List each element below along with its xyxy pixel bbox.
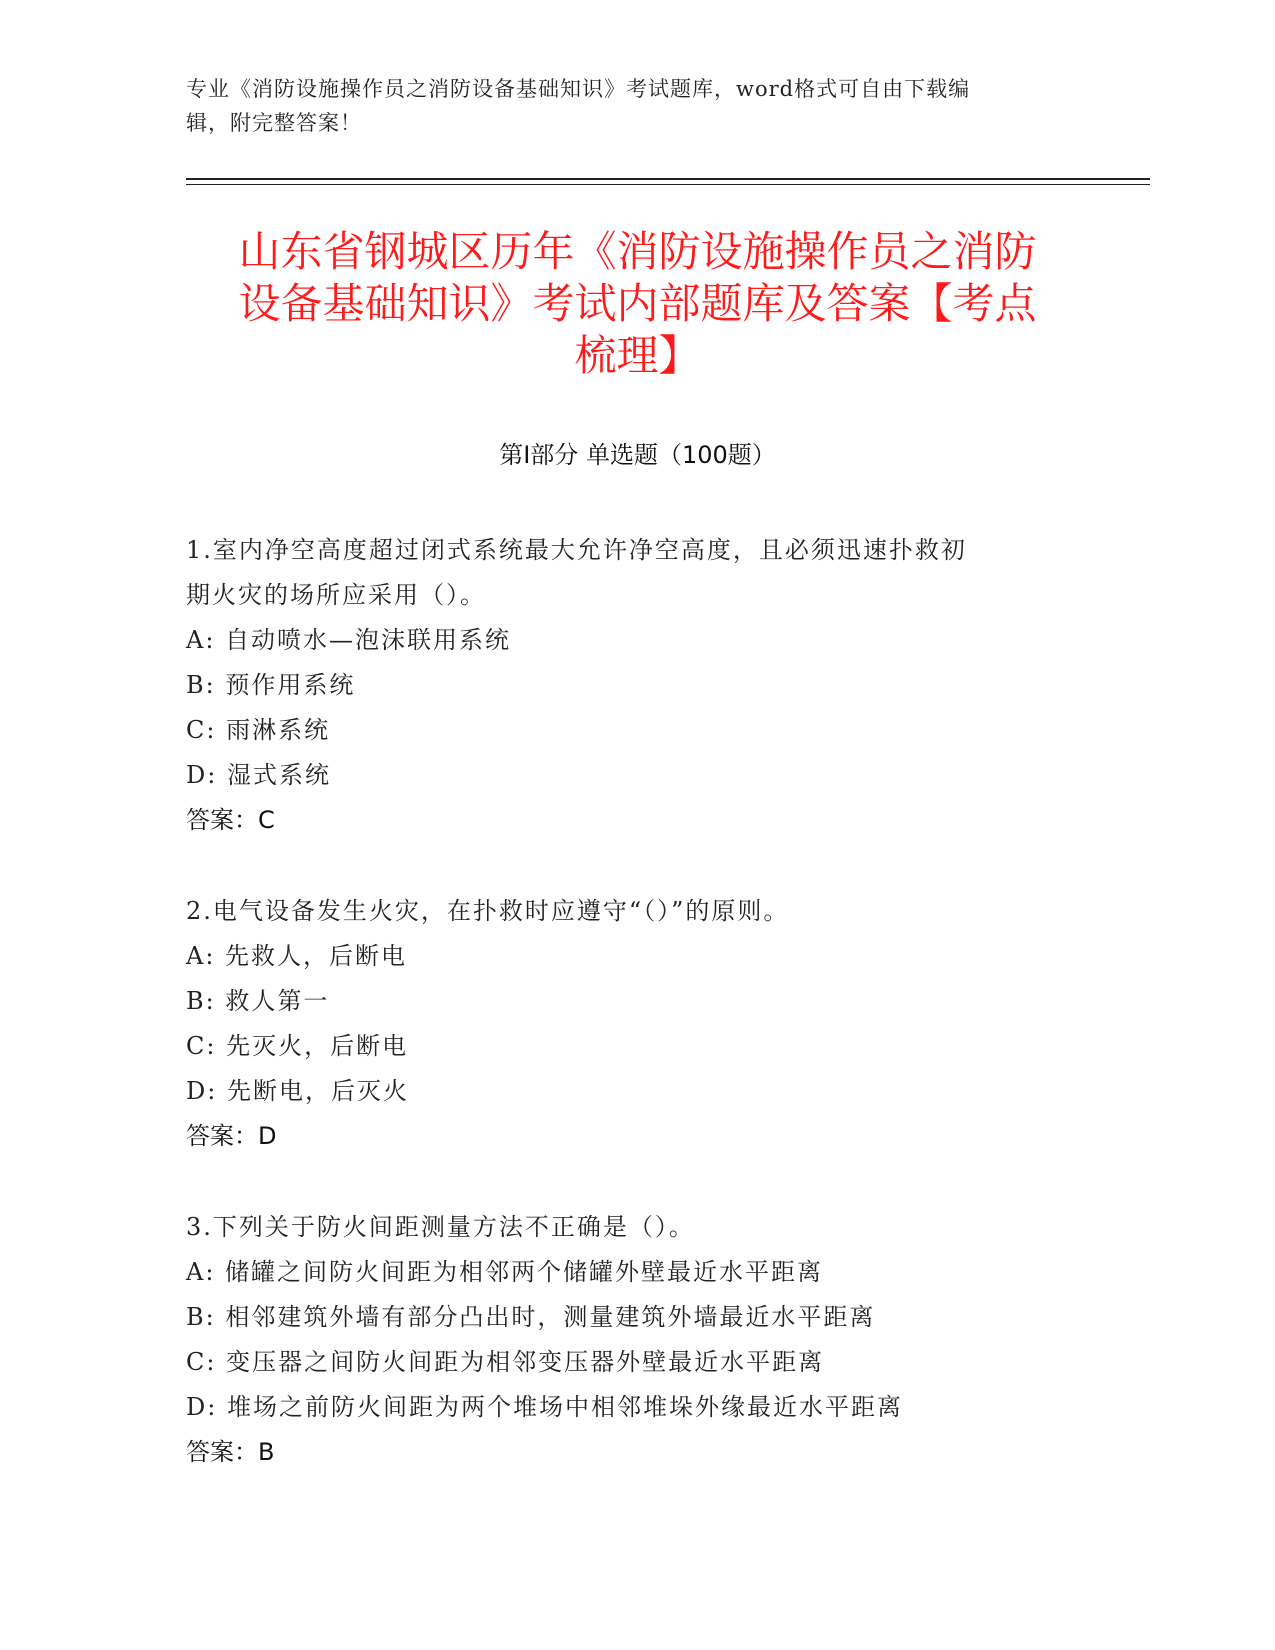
header-note-line-1: 专业《消防设施操作员之消防设备基础知识》考试题库，word格式可自由下载编 xyxy=(186,77,971,101)
answer: 答案：D xyxy=(186,1122,277,1150)
option-c: C: 雨淋系统 xyxy=(186,716,331,744)
option-d: D: 湿式系统 xyxy=(186,761,331,789)
answer: 答案：C xyxy=(186,806,275,834)
question-3 xyxy=(186,1205,1086,1475)
option-b: B: 救人第一 xyxy=(186,987,330,1015)
question-list xyxy=(186,528,1086,1521)
question-1 xyxy=(186,528,1086,843)
document-title xyxy=(150,226,1125,382)
header-rule-thick xyxy=(186,178,1150,180)
option-c: C: 先灭火，后断电 xyxy=(186,1032,409,1060)
option-d: D: 先断电，后灭火 xyxy=(186,1077,409,1105)
answer: 答案：B xyxy=(186,1438,275,1466)
question-stem: 2.电气设备发生火灾，在扑救时应遵守“（）”的原则。 xyxy=(186,897,790,925)
document-title-line-1: 山东省钢城区历年《消防设施操作员之消防 xyxy=(238,227,1037,276)
section-heading: 第I部分 单选题（100题） xyxy=(499,441,776,469)
document-title-line-2: 设备基础知识》考试内部题库及答案【考点 xyxy=(238,279,1037,328)
question-stem: 3.下列关于防火间距测量方法不正确是（）。 xyxy=(186,1213,695,1241)
question-2 xyxy=(186,889,1086,1159)
option-d: D: 堆场之前防火间距为两个堆场中相邻堆垛外缘最近水平距离 xyxy=(186,1393,903,1421)
header-rule-thin xyxy=(186,184,1150,185)
option-c: C: 变压器之间防火间距为相邻变压器外壁最近水平距离 xyxy=(186,1348,825,1376)
header-note xyxy=(186,72,1086,140)
option-a: A: 储罐之间防火间距为相邻两个储罐外壁最近水平距离 xyxy=(186,1258,824,1286)
header-note-line-2: 辑，附完整答案！ xyxy=(186,111,362,135)
option-a: A: 先救人，后断电 xyxy=(186,942,408,970)
document-title-line-3: 梳理】 xyxy=(574,331,701,380)
option-a: A: 自动喷水—泡沫联用系统 xyxy=(186,626,512,654)
option-b: B: 相邻建筑外墙有部分凸出时，测量建筑外墙最近水平距离 xyxy=(186,1303,876,1331)
question-stem: 1.室内净空高度超过闭式系统最大允许净空高度，且必须迅速扑救初 xyxy=(186,536,967,564)
option-b: B: 预作用系统 xyxy=(186,671,356,699)
question-stem-continued: 期火灾的场所应采用（）。 xyxy=(186,581,486,609)
